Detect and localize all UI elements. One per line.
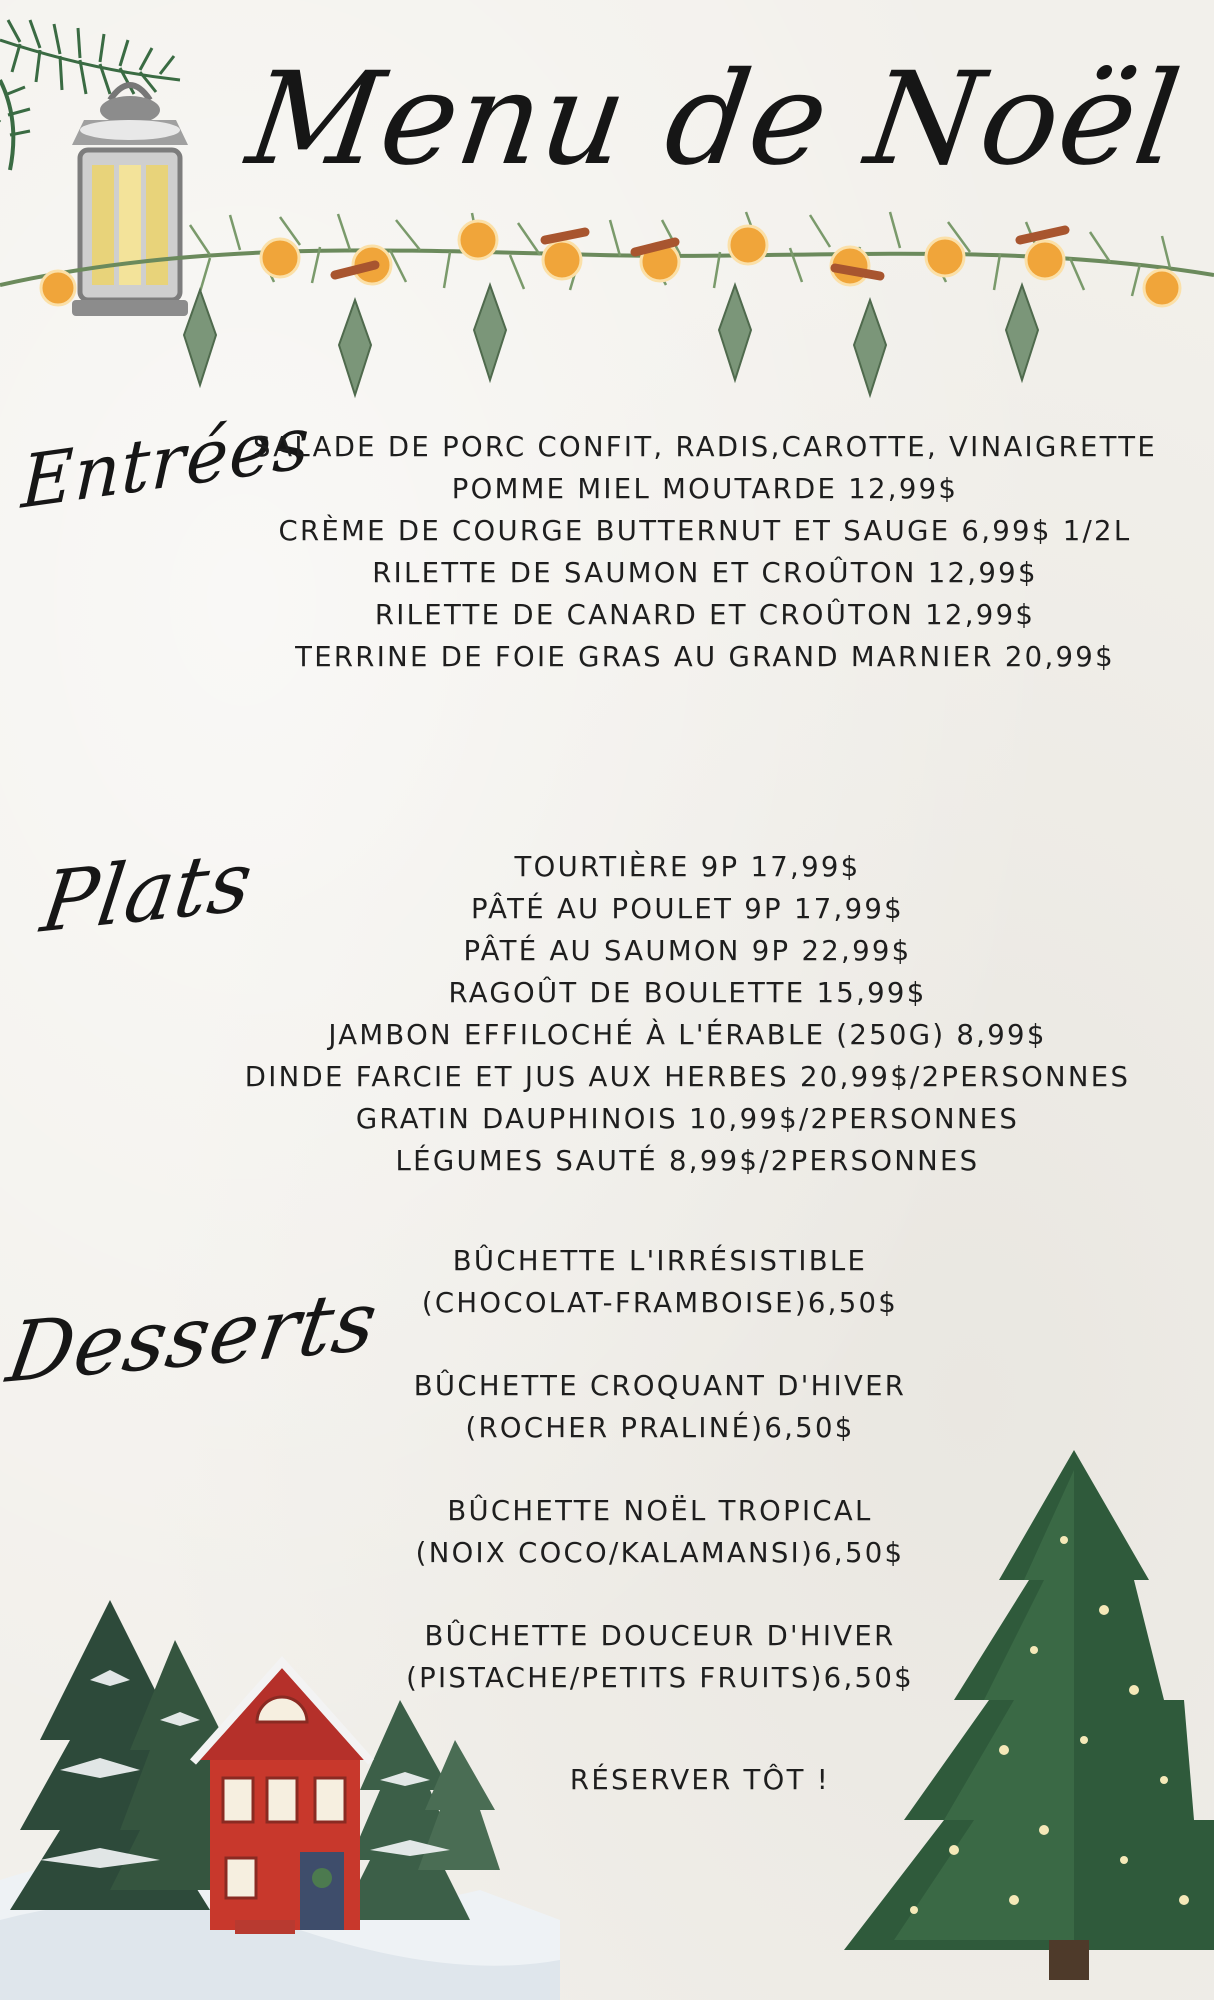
dessert-detail: (PISTACHE/PETITS FRUITS)6,50$ (406, 1662, 914, 1694)
plats-list (210, 846, 1165, 1182)
menu-title: Menu de Noël (239, 45, 1190, 194)
orange-slice-icon (41, 221, 1180, 306)
menu-item: RILETTE DE CANARD ET CROÛTON 12,99$ (374, 599, 1036, 631)
christmas-tree-icon (804, 1430, 1214, 2000)
dessert-name: BÛCHETTE CROQUANT D'HIVER (413, 1370, 907, 1402)
dessert-name: BÛCHETTE DOUCEUR D'HIVER (424, 1620, 896, 1652)
menu-item: DINDE FARCIE ET JUS AUX HERBES 20,99$/2PERSONNES (244, 1061, 1131, 1093)
menu-item: RILETTE DE SAUMON ET CROÛTON 12,99$ (372, 557, 1038, 589)
dessert-item (380, 1240, 940, 1324)
dessert-detail: (NOIX COCO/KALAMANSI)6,50$ (415, 1537, 905, 1569)
menu-item: SALADE DE PORC CONFIT, RADIS,CAROTTE, VINAIGRETTE (252, 431, 1158, 463)
menu-item: JAMBON EFFILOCHÉ À L'ÉRABLE (250G) 8,99$ (328, 1019, 1047, 1051)
menu-item: PÂTÉ AU SAUMON 9P 22,99$ (463, 935, 912, 967)
menu-item: LÉGUMES SAUTÉ 8,99$/2PERSONNES (395, 1145, 980, 1177)
lantern-icon (72, 85, 188, 316)
crystal-ornament-icon (184, 285, 1038, 395)
dessert-detail: (ROCHER PRALINÉ)6,50$ (465, 1412, 855, 1444)
dessert-name: BÛCHETTE L'IRRÉSISTIBLE (452, 1245, 868, 1277)
menu-item: RAGOÛT DE BOULETTE 15,99$ (448, 977, 927, 1009)
section-heading-desserts: Desserts (1, 1273, 385, 1402)
red-house-icon (193, 1662, 371, 1934)
dessert-name: BÛCHETTE NOËL TROPICAL (447, 1495, 873, 1527)
menu-item: POMME MIEL MOUTARDE 12,99$ (451, 473, 959, 505)
section-heading-plats: Plats (35, 833, 259, 952)
menu-item: GRATIN DAUPHINOIS 10,99$/2PERSONNES (355, 1103, 1020, 1135)
dessert-detail: (CHOCOLAT-FRAMBOISE)6,50$ (421, 1287, 899, 1319)
entrees-list (235, 426, 1175, 678)
menu-item: PÂTÉ AU POULET 9P 17,99$ (471, 893, 904, 925)
menu-item: TERRINE DE FOIE GRAS AU GRAND MARNIER 20,99$ (295, 641, 1115, 673)
snowy-pines-icon (0, 1540, 560, 2000)
section-heading-entrees: Entrées (19, 399, 312, 525)
menu-item: TOURTIÈRE 9P 17,99$ (514, 851, 861, 883)
menu-item: CRÈME DE COURGE BUTTERNUT ET SAUGE 6,99$ 1/2L (278, 515, 1132, 547)
reservation-note: RÉSERVER TÔT ! (569, 1764, 831, 1796)
